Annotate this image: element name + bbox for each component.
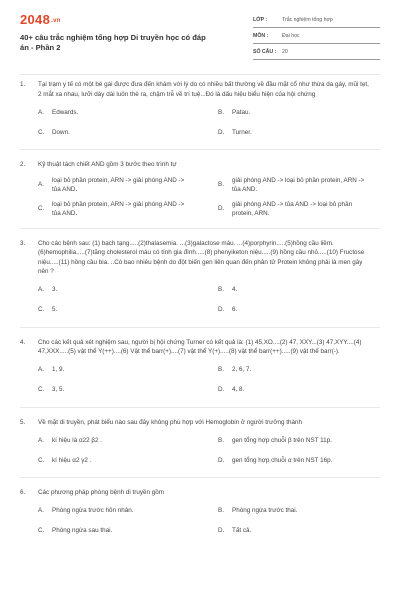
option-text: kí hiệu là α22 β2 . — [52, 436, 102, 444]
option-letter: C. — [38, 456, 45, 464]
option-text: 2, 6, 7. — [232, 366, 252, 373]
question-divider — [20, 477, 380, 478]
option-letter: B. — [218, 436, 224, 444]
option-letter: C. — [38, 527, 45, 534]
question-number: 1. — [20, 81, 26, 88]
answer-option[interactable] — [200, 176, 380, 194]
question-text-row — [20, 160, 380, 170]
question-item — [20, 160, 380, 229]
option-text: 1, 9. — [52, 366, 65, 373]
question-number: 5. — [20, 418, 26, 426]
option-text: gen tổng hợp chuỗi α trên NST 16p. — [232, 456, 333, 464]
question-text: Các phương pháp phòng bệnh di truyền gồm — [38, 489, 164, 496]
answer-option[interactable] — [20, 524, 200, 538]
answer-option[interactable] — [20, 176, 200, 194]
option-text: giải phóng AND -> tủa AND -> loại bỏ phần protein, ARN. — [232, 200, 353, 217]
answer-options — [20, 105, 380, 145]
option-text: loại bỏ phần protein, ARN -> giải phóng AND -> tủa AND. — [52, 176, 185, 193]
answer-option[interactable] — [200, 105, 380, 119]
answer-option[interactable] — [200, 303, 380, 317]
question-number: 3. — [20, 239, 26, 247]
option-letter: C. — [38, 306, 45, 313]
answer-options — [20, 283, 380, 323]
question-text: Về mặt di truyền, phát biểu nào sau đây không phù hợp với Hemoglobin ở người trưởng thành — [38, 418, 302, 426]
meta-value: 20 — [282, 48, 288, 55]
option-letter: A. — [38, 366, 44, 373]
answer-option[interactable] — [20, 504, 200, 518]
question-text-row — [20, 418, 380, 428]
meta-row-class — [253, 12, 380, 28]
question-item — [20, 80, 380, 150]
answer-option[interactable] — [20, 433, 200, 447]
question-text-row — [20, 488, 380, 498]
option-letter: C. — [38, 205, 45, 212]
option-text: Down. — [52, 128, 70, 136]
question-divider — [20, 407, 380, 408]
answer-option[interactable] — [200, 363, 380, 377]
meta-label: SỐ CÂU : — [253, 48, 277, 55]
question-item — [20, 418, 380, 479]
option-letter: D. — [218, 386, 225, 393]
option-text: 4, 8. — [232, 386, 245, 393]
option-letter: B. — [218, 366, 224, 373]
answer-option[interactable] — [200, 200, 380, 218]
option-text: 3, 5. — [52, 386, 65, 393]
answer-option[interactable] — [20, 453, 200, 467]
answer-option[interactable] — [200, 125, 380, 139]
option-text: Phòng ngừa sau thai. — [52, 527, 113, 534]
option-text: Phòng ngừa trước hôn nhân. — [52, 507, 134, 514]
option-text: Edwards. — [52, 108, 79, 116]
option-text: 5. — [52, 306, 58, 313]
answer-option[interactable] — [20, 303, 200, 317]
answer-option[interactable] — [20, 383, 200, 397]
answer-options — [20, 433, 380, 473]
question-number: 2. — [20, 161, 26, 168]
answer-option[interactable] — [200, 504, 380, 518]
meta-value: Trắc nghiệm tổng hợp — [282, 16, 333, 23]
option-text: kí hiệu α2 γ2 . — [52, 456, 92, 464]
option-letter: D. — [218, 456, 225, 464]
question-item — [20, 239, 380, 328]
option-letter: A. — [38, 108, 44, 116]
option-text: 6. — [232, 306, 238, 313]
option-letter: D. — [218, 128, 225, 136]
question-item — [20, 338, 380, 408]
answer-options — [20, 363, 380, 403]
option-letter: D. — [218, 527, 225, 534]
logo-suffix: .vn — [51, 17, 61, 24]
option-letter: B. — [218, 181, 224, 188]
option-letter: B. — [218, 507, 224, 514]
option-letter: A. — [38, 507, 44, 514]
meta-label: LỚP : — [253, 16, 268, 23]
answer-option[interactable] — [20, 363, 200, 377]
option-text: giải phóng AND -> loại bỏ phần protein, ARN -> tủa AND. — [232, 176, 365, 193]
answer-option[interactable] — [200, 453, 380, 467]
document-title: 40+ câu trắc nghiệm tổng hợp Di truyền học có đáp án - Phần 2 — [20, 33, 206, 52]
document-header — [0, 0, 400, 72]
question-number: 4. — [20, 338, 26, 346]
question-text: Cho các kết quả xét nghiệm sau, người bị hội chứng Turner có kết quả là: (1) 45,XO....(2) 47, XXY...(3) 47,XYY....(4) 47,XXX.....(5) vật thể Y(++)....(6) Vật thể barr(+)....(7) vật thể Y(+).....(8) vật thể barr(++).....(9) vật thể barr(-). — [38, 338, 362, 355]
answer-option[interactable] — [20, 125, 200, 139]
answer-option[interactable] — [20, 283, 200, 297]
option-letter: D. — [218, 205, 225, 212]
meta-row-count — [253, 44, 380, 60]
question-text-row — [20, 239, 380, 277]
question-text-row — [20, 338, 380, 357]
logo-main: 2048 — [20, 12, 51, 27]
option-text: Turner. — [232, 128, 252, 136]
answer-option[interactable] — [200, 283, 380, 297]
option-text: Tất cả. — [232, 527, 252, 534]
answer-option[interactable] — [200, 433, 380, 447]
question-divider — [20, 327, 380, 328]
option-letter: A. — [38, 181, 44, 188]
answer-options — [20, 504, 380, 544]
option-text: Phòng ngừa trước thai. — [232, 507, 298, 514]
question-text: Cho các bệnh sau: (1) bạch tạng.....(2)thalasemia. ...(3)galactose máu. ...(4)porphyrin.....(5)hồng cầu liềm. (6)hemophilia.....(7)tăng cholesterol máu có tính gia đình.....(8) phenyiketon niệu.....(9) hồng cầu nhỏ.....(10) Fructose niệu.....(11) hồng cầu bia. ..Có bao nhiêu bệnh do đột biến gen liên quan đến phân tử Protein không phải là men gây nên ? — [38, 239, 365, 275]
question-text: Tại trạm y tế có một bé gái được đưa đến khám với lý do có nhiều bất thường về đầu mặt cổ như thừa da gáy, mũi tẹt, 2 mắt xa nhau, lưỡi dày dài luôn thè ra, chậm trễ về trí tuệ...Đó là dấu hiệu biểu hiện của hội chứng — [38, 81, 369, 98]
question-number: 6. — [20, 489, 26, 496]
meta-value: Đại học — [282, 32, 300, 39]
answer-option[interactable] — [200, 524, 380, 538]
question-item — [20, 488, 380, 544]
option-letter: A. — [38, 436, 44, 444]
header-divider — [20, 74, 380, 75]
question-text: Kỹ thuật tách chiết AND gồm 3 bước theo trình tự — [38, 161, 177, 168]
document-meta — [253, 12, 380, 60]
answer-option[interactable] — [20, 200, 200, 218]
site-logo[interactable] — [20, 12, 61, 27]
answer-option[interactable] — [200, 383, 380, 397]
option-text: loại bỏ phần protein, ARN -> giải phóng AND -> tủa AND. — [52, 200, 185, 217]
option-letter: C. — [38, 128, 45, 136]
answer-option[interactable] — [20, 105, 200, 119]
option-text: 3. — [52, 286, 58, 293]
option-text: gen tổng hợp chuỗi β trên NST 11p. — [232, 436, 332, 444]
question-divider — [20, 228, 380, 229]
option-text: 4. — [232, 286, 238, 293]
answer-options — [20, 176, 380, 224]
question-text-row — [20, 80, 380, 99]
question-list — [20, 80, 380, 554]
meta-row-subject — [253, 28, 380, 44]
meta-label: MÔN : — [253, 32, 269, 39]
question-divider — [20, 149, 380, 150]
option-letter: B. — [218, 108, 224, 116]
option-letter: A. — [38, 286, 44, 293]
option-letter: C. — [38, 386, 45, 393]
option-letter: B. — [218, 286, 224, 293]
option-text: Patau. — [232, 108, 251, 116]
option-letter: D. — [218, 306, 225, 313]
